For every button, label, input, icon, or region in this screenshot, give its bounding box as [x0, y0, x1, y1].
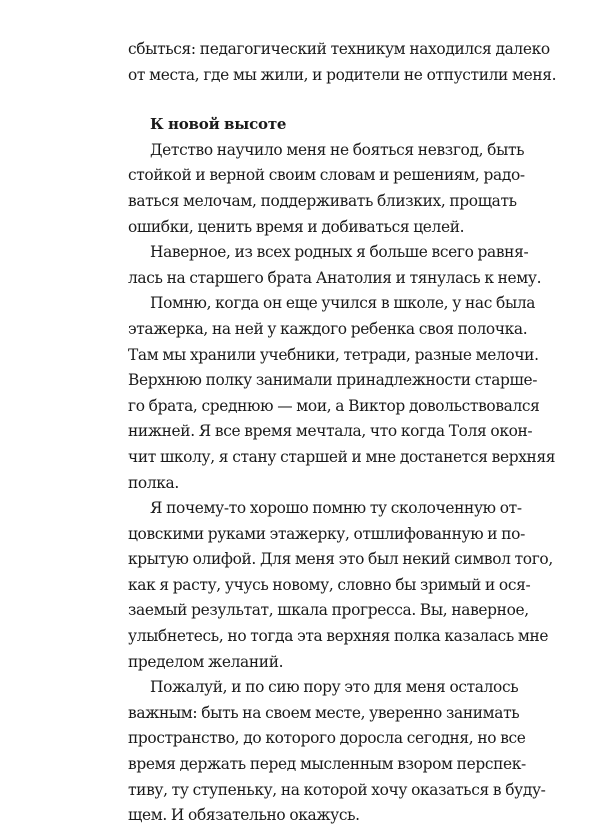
text-line: пространство, до которого доросла сегодня, но все — [128, 729, 526, 748]
text-line: ошибки, ценить время и добиваться целей. — [128, 217, 465, 236]
text-line: Верхнюю полку занимали принадлежности старше- — [128, 371, 538, 390]
text-line: крытую олифой. Для меня это был некий символ того, — [128, 550, 553, 569]
book-page — [128, 37, 557, 829]
text-line: Детство научило меня не бояться невзгод, быть — [150, 140, 525, 159]
text-line: нижней. Я все время мечтала, что когда Толя окон- — [128, 422, 533, 441]
text-line: Там мы хранили учебники, тетради, разные мелочи. — [128, 345, 539, 364]
section-heading: К новой высоте — [150, 115, 287, 134]
text-line: ваться мелочам, поддерживать близких, прощать — [128, 191, 517, 210]
text-line: Я почему-то хорошо помню ту сколоченную от- — [150, 499, 522, 518]
text-line: цовскими руками этажерку, отшлифованную и по- — [128, 524, 525, 543]
text-line: тиву, ту ступеньку, на которой хочу оказаться в буду- — [128, 780, 546, 799]
paragraph-4 — [128, 496, 553, 675]
text-line: стойкой и верной своим словам и решениям, радо- — [128, 166, 525, 185]
text-line: полка. — [128, 473, 179, 492]
text-line: улыбнетесь, но тогда эта верхняя полка казалась мне — [128, 627, 549, 646]
paragraph-3 — [128, 291, 556, 496]
text-line: Помню, когда он еще учился в школе, у нас была — [150, 294, 536, 313]
text-line: от места, где мы жили, и родители не отпустили меня. — [128, 65, 557, 84]
text-line: чит школу, я стану старшей и мне достанется верхняя — [128, 447, 556, 466]
text-line: Наверное, из всех родных я больше всего равня- — [150, 243, 529, 262]
paragraph-5 — [128, 675, 546, 829]
intro-paragraph — [128, 37, 557, 88]
text-line: сбыться: педагогический техникум находился далеко — [128, 40, 550, 58]
paragraph-1 — [128, 138, 525, 240]
text-line: го брата, среднюю — мои, а Виктор довольствовался — [128, 396, 540, 415]
text-line: время держать перед мысленным взором перспек- — [128, 755, 526, 774]
text-line: Пожалуй, и по сию пору это для меня осталось — [150, 678, 519, 697]
text-line: пределом желаний. — [128, 652, 284, 671]
paragraph-2 — [128, 240, 542, 291]
text-line: заемый результат, шкала прогресса. Вы, наверное, — [128, 601, 529, 620]
text-line: этажерка, на ней у каждого ребенка своя полочка. — [128, 319, 528, 338]
text-line: лась на старшего брата Анатолия и тянулась к нему. — [128, 268, 542, 287]
text-line: как я расту, учусь новому, словно бы зримый и ося- — [128, 575, 531, 594]
text-line: важным: быть на своем месте, уверенно занимать — [128, 703, 520, 722]
text-line: щем. И обязательно окажусь. — [128, 806, 360, 825]
